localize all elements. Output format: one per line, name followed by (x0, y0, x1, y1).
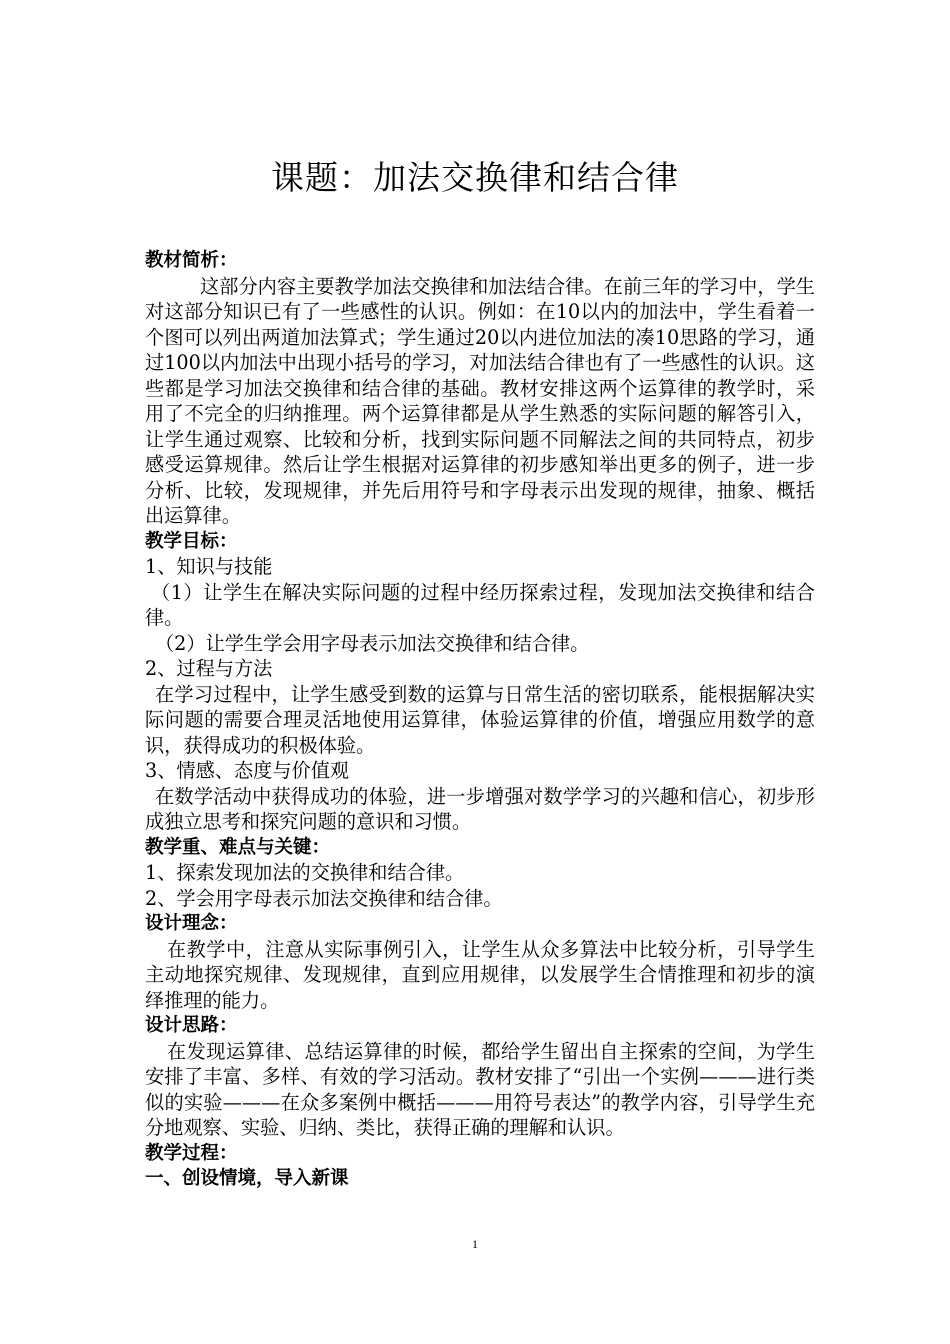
analysis-heading: 教材简析： (145, 250, 238, 271)
key-point-1: 1、探索发现加法的交换律和结合律。 (145, 861, 465, 884)
concept-paragraph: 在教学中，注意从实际事例引入，让学生从众多算法中比较分析，引导学生主动地探究规律、发现规律，直到应用规律，以发展学生合情推理和初步的演绎推理的能力。 (145, 937, 815, 1012)
goal2-title: 2、过程与方法 (145, 657, 273, 680)
process-heading: 教学过程： (145, 1142, 238, 1164)
key-point-2: 2、学会用字母表示加法交换律和结合律。 (145, 886, 503, 910)
process-step-1: 一、创设情境，导入新课 (145, 1168, 349, 1189)
idea-heading: 设计思路： (145, 1015, 238, 1036)
goal3-title: 3、情感、态度与价值观 (145, 759, 350, 782)
document-title: 课题：加法交换律和结合律 (271, 158, 679, 197)
page-number: 1 (472, 1237, 478, 1251)
analysis-paragraph: 这部分内容主要教学加法交换律和加法结合律。在前三年的学习中，学生对这部分知识已有了一些感性的认识。例如：在10以内的加法中，学生看着一个图可以列出两道加法算式；学生通过20以内进位加法的凑10思路的学习，通过100以内加法中出现小括号的学习，对加法结合律也有了一些感性的认识。这些都是学习加法交换律和结合律的基础。教材安排这两个运算律的教学时，采用了不完全的归纳推理。两个运算律都是从学生熟悉的实际问题的解答引入，让学生通过观察、比较和分析，找到实际问题不同解法之间的共同特点，初步感受运算规律。然后让学生根据对运算律的初步感知举出更多的例子，进一步分析、比较，发现规律，并先后用符号和字母表示出发现的规律，抽象、概括出运算律。 (145, 274, 815, 527)
goals-heading: 教学目标： (145, 530, 238, 552)
concept-heading: 设计理念： (145, 913, 238, 934)
idea-paragraph: 在发现运算律、总结运算律的时候，都给学生留出自主探索的空间，为学生安排了丰富、多样、有效的学习活动。教材安排了“引出一个实例———进行类似的实验———在众多案例中概括———用符号表达”的教学内容，引导学生充分地观察、实验、归纳、类比，获得正确的理解和认识。 (145, 1039, 815, 1139)
goal1-title: 1、知识与技能 (145, 555, 273, 578)
goal1-item2: （2）让学生学会用字母表示加法交换律和结合律。 (155, 631, 590, 655)
goal1-item1: （1）让学生在解决实际问题的过程中经历探索过程，发现加法交换律和结合律。 (145, 580, 815, 629)
document-body (145, 248, 815, 1192)
goal3-paragraph: 在数学活动中获得成功的体验，进一步增强对数学学习的兴趣和信心，初步形成独立思考和探究问题的意识和习惯。 (145, 784, 815, 833)
goal2-paragraph: 在学习过程中，让学生感受到数的运算与日常生活的密切联系，能根据解决实际问题的需要合理灵活地使用运算律，体验运算律的价值，增强应用数学的意识，获得成功的积极体验。 (145, 682, 815, 757)
key-points-heading: 教学重、难点与关键： (145, 836, 331, 858)
